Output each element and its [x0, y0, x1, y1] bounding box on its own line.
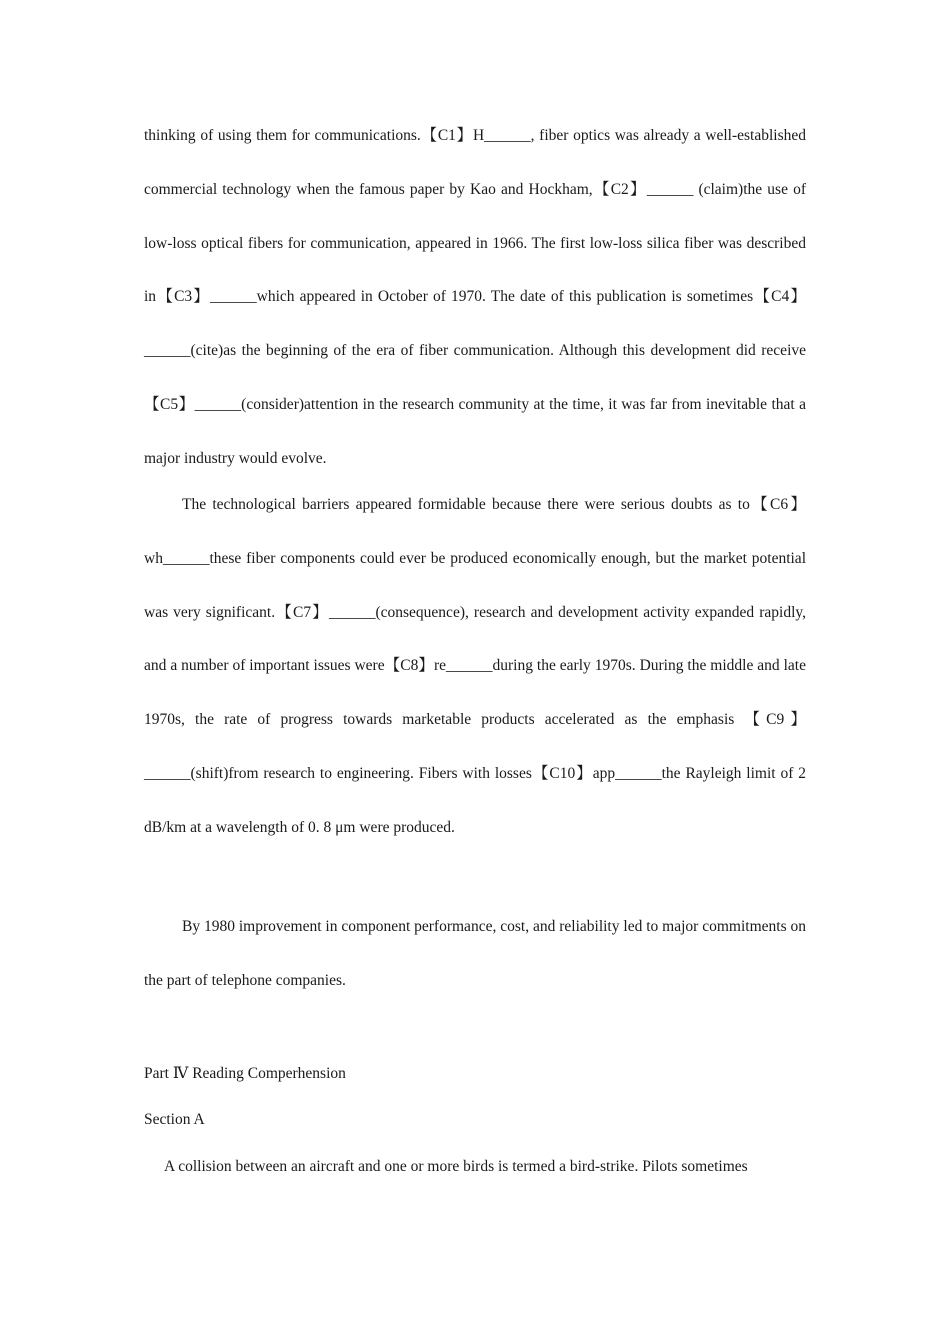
- part-heading: Part Ⅳ Reading Comperhension: [144, 1065, 346, 1082]
- paragraph-1: thinking of using them for communications.【C1】H______, fiber optics was already a well-established commercial technology when the famous paper by Kao and Hockham,【C2】______ (claim)the use of low-loss optical fibers for communication, appeared in 1966. The first low-loss silica fiber was described in【C3】______which appeared in October of 1970. The date of this publication is sometimes【C4】______(cite)as the beginning of the era of fiber communication. Although this development did receive 【C5】______(consider)attention in the research community at the time, it was far from inevitable that a major industry would evolve.: [144, 127, 806, 467]
- paragraph-3: By 1980 improvement in component performance, cost, and reliability led to major commitments on the part of telephone companies.: [144, 918, 806, 989]
- section-heading: Section A: [144, 1111, 205, 1128]
- paragraph-2: The technological barriers appeared formidable because there were serious doubts as to【C6】wh______these fiber components could ever be produced economically enough, but the market potential was very significant.【C7】______(consequence), research and development activity expanded rapidly, and a number of important issues were【C8】re______during the early 1970s. During the middle and late 1970s, the rate of progress towards marketable products accelerated as the emphasis 【C9】______(shift)from research to engineering. Fibers with losses【C10】app______the Rayleigh limit of 2 dB/km at a wavelength of 0. 8 μm were produced.: [144, 496, 806, 836]
- section-a-text: A collision between an aircraft and one or more birds is termed a bird-strike. Pilots sometimes: [164, 1158, 748, 1175]
